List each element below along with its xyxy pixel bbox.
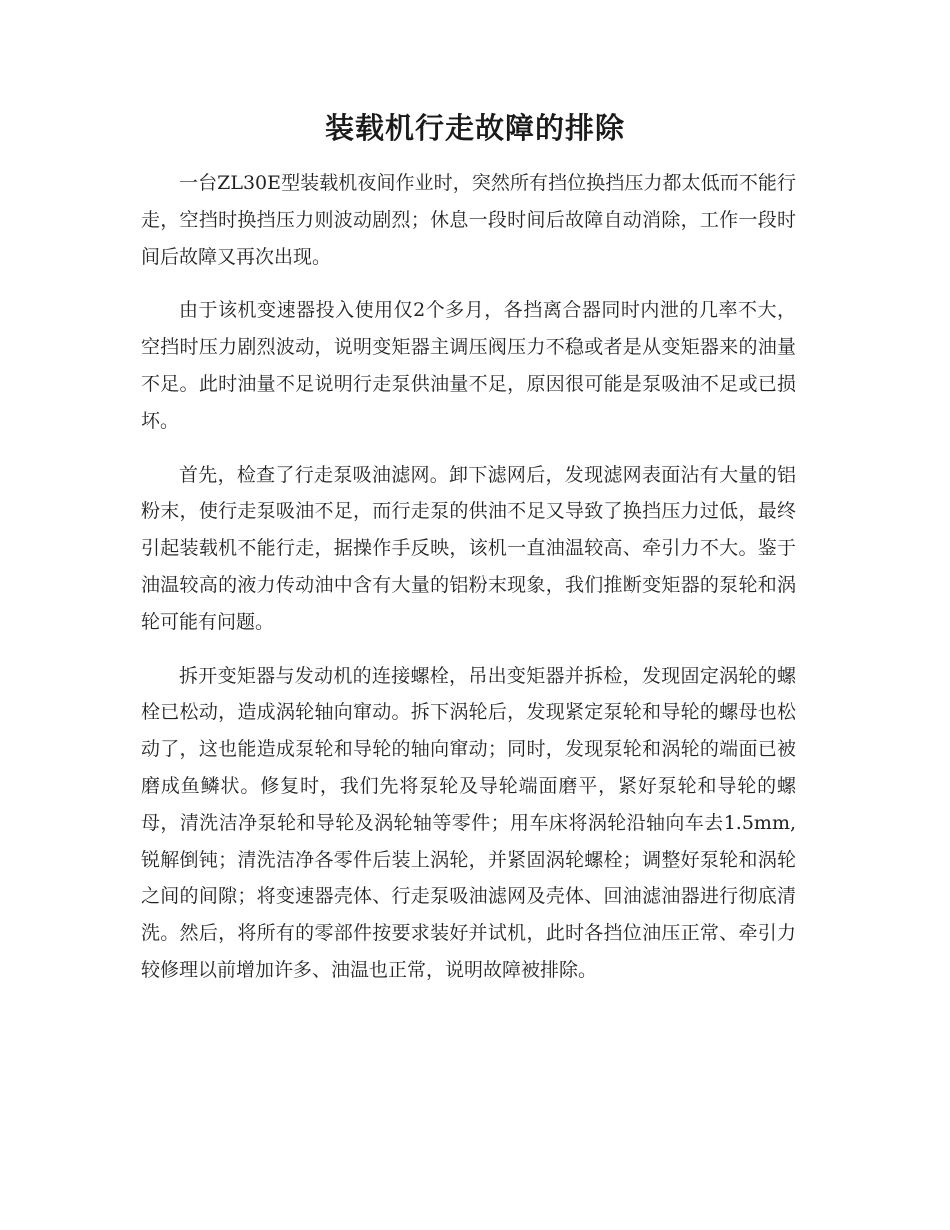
paragraph-2: 由于该机变速器投入使用仅2个多月，各挡离合器同时内泄的几率不大，空挡时压力剧烈波动，说明变矩器主调压阀压力不稳或者是从变矩器来的油量不足。此时油量不足说明行走泵供油量不足，原因很可能是泵吸油不足或已损坏。 [141, 299, 796, 432]
document-title: 装载机行走故障的排除 [324, 111, 625, 145]
paragraph-1: 一台ZL30E型装载机夜间作业时，突然所有挡位换挡压力都太低而不能行走，空挡时换挡压力则波动剧烈；休息一段时间后故障自动消除，工作一段时间后故障又再次出现。 [141, 172, 796, 268]
document-body [141, 165, 796, 1006]
paragraph-4: 拆开变矩器与发动机的连接螺栓，吊出变矩器并拆检，发现固定涡轮的螺栓已松动，造成涡轮轴向窜动。拆下涡轮后，发现紧定泵轮和导轮的螺母也松动了，这也能造成泵轮和导轮的轴向窜动；同时，发现泵轮和涡轮的端面已被磨成鱼鳞状。修复时，我们先将泵轮及导轮端面磨平，紧好泵轮和导轮的螺母，清洗洁净泵轮和导轮及涡轮轴等零件；用车床将涡轮沿轴向车去1.5mm,锐解倒钝；清洗洁净各零件后装上涡轮，并紧固涡轮螺栓；调整好泵轮和涡轮之间的间隙；将变速器壳体、行走泵吸油滤网及壳体、回油滤油器进行彻底清洗。然后，将所有的零部件按要求装好并试机，此时各挡位油压正常、牵引力较修理以前增加许多、油温也正常，说明故障被排除。 [141, 664, 796, 981]
paragraph-3: 首先，检查了行走泵吸油滤网。卸下滤网后，发现滤网表面沾有大量的铝粉末，使行走泵吸油不足，而行走泵的供油不足又导致了换挡压力过低，最终引起装载机不能行走，据操作手反映，该机一直油温较高、牵引力不大。鉴于油温较高的液力传动油中含有大量的铝粉末现象，我们推断变矩器的泵轮和涡轮可能有问题。 [141, 463, 796, 633]
